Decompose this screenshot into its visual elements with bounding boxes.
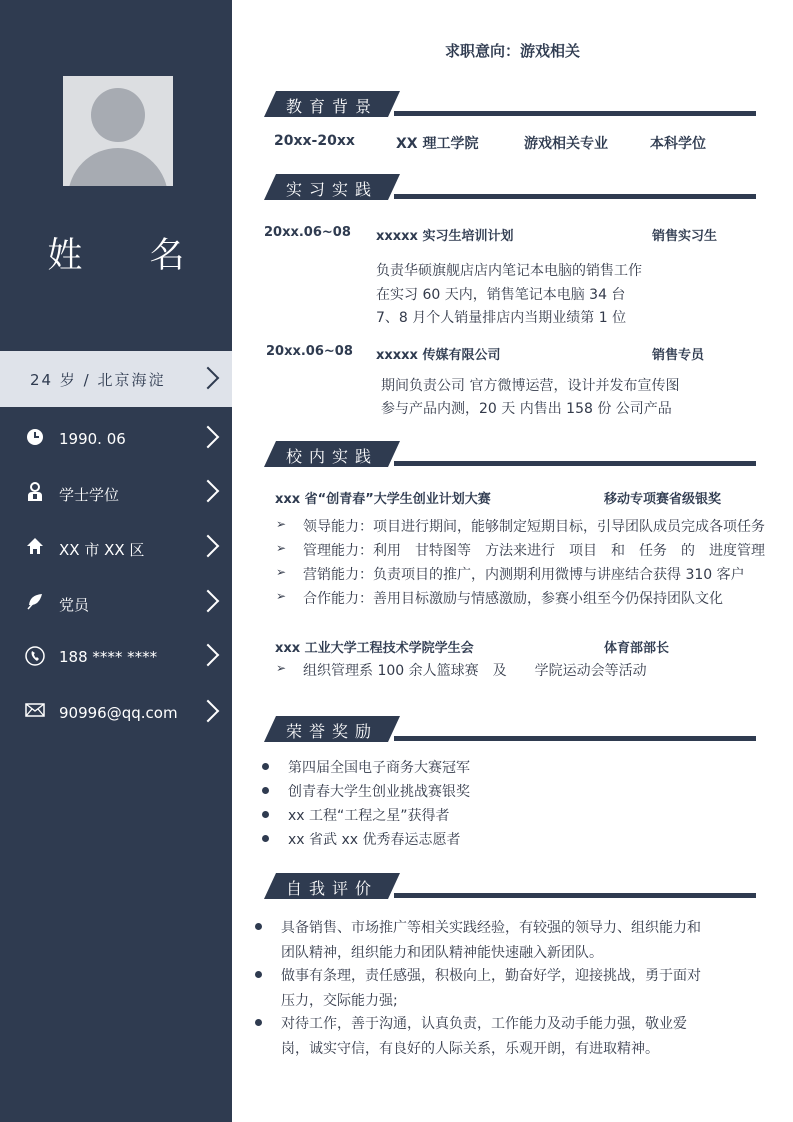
intern-detail: 期间负责公司 官方微博运营，设计并发布宣传图: [381, 378, 680, 394]
arrow-bullet-icon: ➢: [276, 661, 287, 675]
info-row-party[interactable]: [0, 587, 232, 617]
intern-detail: 参与产品内测，20 天 内售出 158 份 公司产品: [381, 401, 672, 417]
bullet-dot-icon: [262, 835, 269, 842]
age-location-bar[interactable]: [0, 351, 232, 407]
info-row-phone[interactable]: [0, 641, 232, 671]
bullet-dot-icon: [255, 971, 262, 978]
age-location-text: 24 岁 / 北京海淀: [30, 371, 166, 389]
intern-company: xxxxx 实习生培训计划: [376, 229, 514, 244]
info-text: 188 **** ****: [59, 648, 158, 666]
section-title: 校内实践: [286, 447, 379, 466]
info-row-address[interactable]: [0, 532, 232, 562]
chevron-right-icon: [197, 644, 220, 667]
info-row-degree[interactable]: [0, 477, 232, 507]
avatar-head: [91, 88, 145, 142]
section-title: 实习实践: [286, 180, 379, 199]
info-text: XX 市 XX 区: [59, 541, 145, 559]
campus-bullet: 营销能力：负责项目的推广，内测期利用微博与讲座结合获得 310 客户: [303, 567, 745, 583]
campus-org: xxx 工业大学工程技术学院学生会: [275, 641, 474, 656]
section-header-campus: [264, 441, 756, 467]
info-text: 党员: [59, 596, 90, 614]
avatar-body: [68, 148, 168, 186]
honor-item: 第四届全国电子商务大赛冠军: [288, 760, 470, 776]
intern-role: 销售专员: [652, 348, 705, 363]
honor-item: xx 工程“工程之星”获得者: [288, 808, 450, 824]
phone-icon: [24, 646, 46, 666]
chevron-right-icon: [197, 590, 220, 613]
self-eval-line: 具备销售、市场推广等相关实践经验，有较强的领导力、组织能力和: [281, 920, 701, 936]
section-divider: [394, 893, 756, 898]
arrow-bullet-icon: ➢: [276, 517, 287, 531]
section-title: 荣誉奖励: [286, 722, 379, 741]
intern-period: 20xx.06~08: [264, 225, 351, 240]
leaf-icon: [24, 592, 46, 612]
info-row-birth[interactable]: [0, 423, 232, 453]
bullet-dot-icon: [255, 923, 262, 930]
candidate-name: 姓 名: [47, 236, 213, 276]
campus-bullet: 领导能力：项目进行期间，能够制定短期目标，引导团队成员完成各项任务: [303, 519, 765, 535]
bullet-dot-icon: [262, 787, 269, 794]
section-title: 教育背景: [286, 97, 379, 116]
self-eval-line: 团队精神，组织能力和团队精神能快速融入新团队。: [281, 945, 603, 961]
section-header-self-eval: [264, 873, 756, 899]
self-eval-line: 压力，交际能力强;: [281, 993, 398, 1009]
bullet-dot-icon: [262, 763, 269, 770]
chevron-right-icon: [197, 700, 220, 723]
section-divider: [394, 736, 756, 741]
user-icon: [24, 482, 46, 502]
avatar: [63, 76, 173, 186]
job-objective: 求职意向：游戏相关: [444, 42, 580, 60]
intern-detail: 7、8 月个人销量排店内当期业绩第 1 位: [376, 310, 627, 326]
info-text: 90996@qq.com: [59, 704, 178, 722]
section-divider: [394, 111, 756, 116]
chevron-right-icon: [197, 367, 220, 390]
intern-detail: 负责华硕旗舰店店内笔记本电脑的销售工作: [376, 263, 642, 279]
intern-role: 销售实习生: [652, 229, 718, 244]
arrow-bullet-icon: ➢: [276, 565, 287, 579]
self-eval-line: 岗，诚实守信，有良好的人际关系，乐观开朗，有进取精神。: [281, 1041, 659, 1057]
campus-org: xxx 省“创青春”大学生创业计划大赛: [275, 492, 491, 507]
honor-item: 创青春大学生创业挑战赛银奖: [288, 784, 470, 800]
section-header-honors: [264, 716, 756, 742]
section-divider: [394, 194, 756, 199]
section-header-internship: [264, 174, 756, 200]
chevron-right-icon: [197, 535, 220, 558]
sidebar: [0, 0, 232, 1122]
mail-icon: [24, 702, 46, 722]
campus-bullet: 合作能力：善用目标激励与情感激励，参赛小组至今仍保持团队文化: [303, 591, 723, 607]
arrow-bullet-icon: ➢: [276, 589, 287, 603]
info-text: 学士学位: [59, 486, 120, 504]
campus-bullet: 管理能力：利用 甘特图等 方法来进行 项目 和 任务 的 进度管理: [303, 543, 765, 559]
edu-major: 游戏相关专业: [524, 136, 608, 152]
campus-bullet: 组织管理系 100 余人篮球赛 及 学院运动会等活动: [303, 663, 647, 679]
info-text: 1990. 06: [59, 430, 126, 448]
chevron-right-icon: [197, 426, 220, 449]
info-row-email[interactable]: [0, 697, 232, 727]
section-title: 自我评价: [286, 879, 379, 898]
self-eval-line: 做事有条理，责任感强，积极向上，勤奋好学，迎接挑战，勇于面对: [281, 968, 701, 984]
bullet-dot-icon: [262, 811, 269, 818]
campus-role: 移动专项赛省级银奖: [604, 492, 722, 507]
edu-school: XX 理工学院: [396, 136, 479, 152]
intern-period: 20xx.06~08: [266, 344, 353, 359]
intern-company: xxxxx 传媒有限公司: [376, 348, 501, 363]
intern-detail: 在实习 60 天内，销售笔记本电脑 34 台: [376, 287, 626, 303]
arrow-bullet-icon: ➢: [276, 541, 287, 555]
self-eval-line: 对待工作，善于沟通，认真负责，工作能力及动手能力强，敬业爱: [281, 1016, 687, 1032]
edu-degree: 本科学位: [650, 136, 706, 152]
honor-item: xx 省武 xx 优秀春运志愿者: [288, 832, 461, 848]
section-divider: [394, 461, 756, 466]
clock-icon: [24, 428, 46, 448]
bullet-dot-icon: [255, 1019, 262, 1026]
section-header-education: [264, 91, 756, 117]
campus-role: 体育部部长: [604, 641, 670, 656]
chevron-right-icon: [197, 480, 220, 503]
home-icon: [24, 537, 46, 557]
edu-period: 20xx-20xx: [274, 133, 355, 149]
